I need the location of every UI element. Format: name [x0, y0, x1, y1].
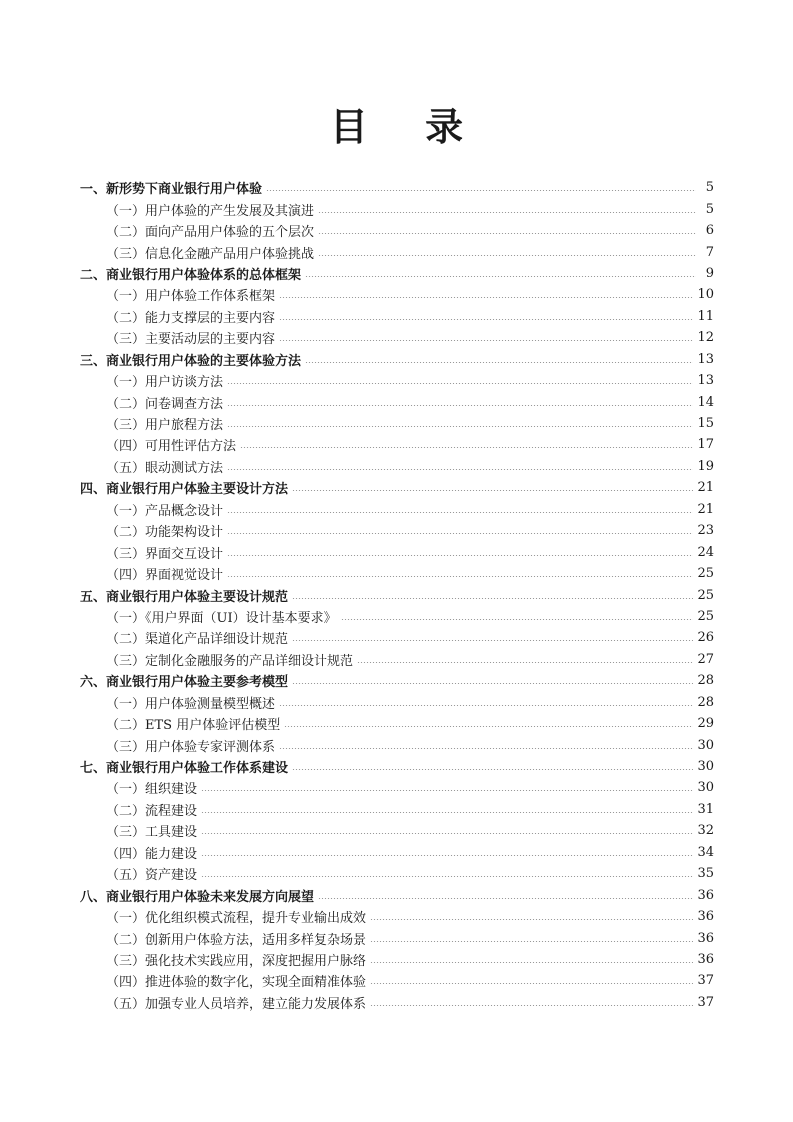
toc-page-number: 24 [697, 544, 714, 560]
toc-chapter-entry[interactable] [80, 584, 714, 605]
toc-section-entry[interactable] [80, 541, 714, 562]
dot-leader [279, 340, 693, 341]
toc-entry-label: （二）流程建设 [106, 803, 198, 819]
toc-entry-label: 六、商业银行用户体验主要参考模型 [80, 675, 289, 691]
toc-chapter-entry[interactable] [80, 177, 714, 198]
toc-chapter-entry[interactable] [80, 263, 714, 284]
dot-leader [227, 426, 693, 427]
toc-page-number: 36 [697, 951, 714, 967]
toc-page-number: 28 [697, 673, 714, 689]
toc-page-number: 26 [697, 630, 714, 646]
dot-leader [240, 447, 693, 448]
toc-section-entry[interactable] [80, 927, 714, 948]
dot-leader [292, 769, 693, 770]
dot-leader [266, 190, 696, 191]
dot-leader [227, 576, 693, 577]
toc-entry-label: 七、商业银行用户体验工作体系建设 [80, 761, 289, 777]
toc-entry-label: （三）界面交互设计 [106, 546, 224, 562]
dot-leader [227, 405, 693, 406]
dot-leader [279, 705, 693, 706]
dot-leader [227, 555, 693, 556]
toc-page-number: 13 [697, 373, 714, 389]
toc-section-entry[interactable] [80, 627, 714, 648]
page-title: 目 录 [329, 105, 486, 149]
toc-entry-label: （一）优化组织模式流程，提升专业输出成效 [106, 911, 367, 927]
dot-leader [284, 726, 693, 727]
toc-entry-label: （一）用户访谈方法 [106, 375, 224, 391]
toc-page-number: 25 [697, 608, 714, 624]
toc-page-number: 7 [705, 244, 714, 260]
toc-entry-label: （三）信息化金融产品用户体验挑战 [106, 246, 315, 262]
dot-leader [318, 212, 696, 213]
toc-section-entry[interactable] [80, 370, 714, 391]
dot-leader [279, 748, 693, 749]
dot-leader [370, 941, 693, 942]
dot-leader [201, 790, 693, 791]
toc-section-entry[interactable] [80, 456, 714, 477]
toc-page-number: 36 [697, 909, 714, 925]
toc-page-number: 27 [697, 651, 714, 667]
toc-entry-label: （一）《用户界面（UI）设计基本要求》 [106, 610, 337, 626]
toc-page-number: 10 [697, 287, 714, 303]
toc-section-entry[interactable] [80, 220, 714, 241]
toc-page-number: 28 [697, 694, 714, 710]
toc-chapter-entry[interactable] [80, 477, 714, 498]
toc-entry-label: 八、商业银行用户体验未来发展方向展望 [80, 889, 315, 905]
toc-page-number: 25 [697, 566, 714, 582]
toc-page-number: 21 [697, 480, 714, 496]
toc-entry-label: （一）组织建设 [106, 782, 198, 798]
toc-chapter-entry[interactable] [80, 670, 714, 691]
toc-section-entry[interactable] [80, 649, 714, 670]
toc-page-number: 31 [697, 801, 714, 817]
toc-section-entry[interactable] [80, 692, 714, 713]
toc-entry-label: （二）功能架构设计 [106, 525, 224, 541]
toc-entry-label: （三）强化技术实践应用，深度把握用户脉络 [106, 953, 367, 969]
toc-page-number: 32 [697, 823, 714, 839]
toc-entry-label: 五、商业银行用户体验主要设计规范 [80, 589, 289, 605]
dot-leader [227, 533, 693, 534]
toc-section-entry[interactable] [80, 284, 714, 305]
toc-entry-label: （五）眼动测试方法 [106, 460, 224, 476]
toc-page-number: 37 [697, 973, 714, 989]
toc-entry-label: （二）ETS 用户体验评估模型 [106, 718, 281, 734]
toc-page-number: 17 [697, 437, 714, 453]
toc-section-entry[interactable] [80, 842, 714, 863]
toc-chapter-entry[interactable] [80, 756, 714, 777]
toc-section-entry[interactable] [80, 863, 714, 884]
toc-section-entry[interactable] [80, 777, 714, 798]
toc-entry-label: （五）资产建设 [106, 868, 198, 884]
toc-section-entry[interactable] [80, 970, 714, 991]
toc-entry-label: （二）创新用户体验方法，适用多样复杂场景 [106, 932, 367, 948]
dot-leader [370, 983, 693, 984]
toc-section-entry[interactable] [80, 241, 714, 262]
toc-section-entry[interactable] [80, 520, 714, 541]
toc-page-number: 34 [697, 844, 714, 860]
toc-section-entry[interactable] [80, 992, 714, 1013]
toc-page-number: 36 [697, 930, 714, 946]
toc-page-number: 6 [705, 223, 714, 239]
toc-page-number: 30 [697, 737, 714, 753]
toc-page-number: 36 [697, 887, 714, 903]
dot-leader [201, 855, 693, 856]
toc-section-entry[interactable] [80, 906, 714, 927]
dot-leader [318, 898, 693, 899]
toc-section-entry[interactable] [80, 434, 714, 455]
dot-leader [341, 619, 694, 620]
dot-leader [370, 962, 693, 963]
toc-section-entry[interactable] [80, 606, 714, 627]
toc-entry-label: （一）用户体验的产生发展及其演进 [106, 203, 315, 219]
toc-section-entry[interactable] [80, 713, 714, 734]
toc-page-number: 14 [697, 394, 714, 410]
toc-entry-label: （三）主要活动层的主要内容 [106, 332, 276, 348]
toc-entry-label: （四）能力建设 [106, 846, 198, 862]
toc-page-number: 9 [705, 265, 714, 281]
toc-page-number: 15 [697, 416, 714, 432]
dot-leader [201, 833, 693, 834]
toc-entry-label: （二）问卷调查方法 [106, 396, 224, 412]
dot-leader [305, 276, 696, 277]
toc-entry-label: 四、商业银行用户体验主要设计方法 [80, 482, 289, 498]
toc-entry-label: （二）面向产品用户体验的五个层次 [106, 225, 315, 241]
dot-leader [201, 812, 693, 813]
toc-entry-label: （三）用户体验专家评测体系 [106, 739, 276, 755]
toc-section-entry[interactable] [80, 799, 714, 820]
toc-entry-label: 三、商业银行用户体验的主要体验方法 [80, 353, 302, 369]
toc-entry-label: （三）定制化金融服务的产品详细设计规范 [106, 653, 354, 669]
toc-entry-label: （一）用户体验工作体系框架 [106, 289, 276, 305]
toc-page-number: 21 [697, 501, 714, 517]
dot-leader [292, 640, 693, 641]
toc-page-number: 11 [697, 308, 714, 324]
toc-page-number: 23 [697, 523, 714, 539]
dot-leader [227, 512, 693, 513]
dot-leader [370, 919, 693, 920]
toc-page-number: 5 [705, 180, 714, 196]
dot-leader [227, 469, 693, 470]
toc-page-number: 29 [697, 716, 714, 732]
dot-leader [318, 233, 696, 234]
toc-page-number: 30 [697, 759, 714, 775]
dot-leader [279, 319, 693, 320]
toc-section-entry[interactable] [80, 949, 714, 970]
toc-entry-label: （一）产品概念设计 [106, 503, 224, 519]
toc-entry-label: 二、商业银行用户体验体系的总体框架 [80, 267, 302, 283]
toc-section-entry[interactable] [80, 563, 714, 584]
toc-page-number: 13 [697, 351, 714, 367]
toc-entry-label: （五）加强专业人员培养，建立能力发展体系 [106, 996, 367, 1012]
table-of-contents [80, 177, 714, 1013]
toc-entry-label: （三）工具建设 [106, 825, 198, 841]
toc-section-entry[interactable] [80, 734, 714, 755]
toc-entry-label: （四）可用性评估方法 [106, 439, 237, 455]
toc-section-entry[interactable] [80, 820, 714, 841]
toc-entry-label: （二）能力支撑层的主要内容 [106, 310, 276, 326]
dot-leader [292, 598, 693, 599]
dot-leader [305, 362, 693, 363]
toc-page-number: 5 [705, 201, 714, 217]
toc-section-entry[interactable] [80, 413, 714, 434]
toc-entry-label: 一、新形势下商业银行用户体验 [80, 182, 263, 198]
toc-page-number: 19 [697, 458, 714, 474]
dot-leader [357, 662, 693, 663]
dot-leader [279, 297, 693, 298]
dot-leader [292, 683, 693, 684]
toc-entry-label: （四）推进体验的数字化，实现全面精准体验 [106, 975, 367, 991]
dot-leader [227, 383, 693, 384]
toc-section-entry[interactable] [80, 198, 714, 219]
toc-section-entry[interactable] [80, 499, 714, 520]
toc-page-number: 25 [697, 587, 714, 603]
toc-entry-label: （一）用户体验测量模型概述 [106, 696, 276, 712]
toc-page-number: 35 [697, 866, 714, 882]
toc-entry-label: （三）用户旅程方法 [106, 418, 224, 434]
toc-page-number: 12 [697, 330, 714, 346]
toc-page-number: 30 [697, 780, 714, 796]
toc-section-entry[interactable] [80, 391, 714, 412]
toc-page-number: 37 [697, 994, 714, 1010]
toc-entry-label: （二）渠道化产品详细设计规范 [106, 632, 289, 648]
toc-chapter-entry[interactable] [80, 349, 714, 370]
dot-leader [370, 1005, 693, 1006]
dot-leader [318, 255, 696, 256]
toc-chapter-entry[interactable] [80, 884, 714, 905]
toc-section-entry[interactable] [80, 327, 714, 348]
dot-leader [201, 876, 693, 877]
toc-section-entry[interactable] [80, 306, 714, 327]
dot-leader [292, 490, 693, 491]
toc-entry-label: （四）界面视觉设计 [106, 568, 224, 584]
